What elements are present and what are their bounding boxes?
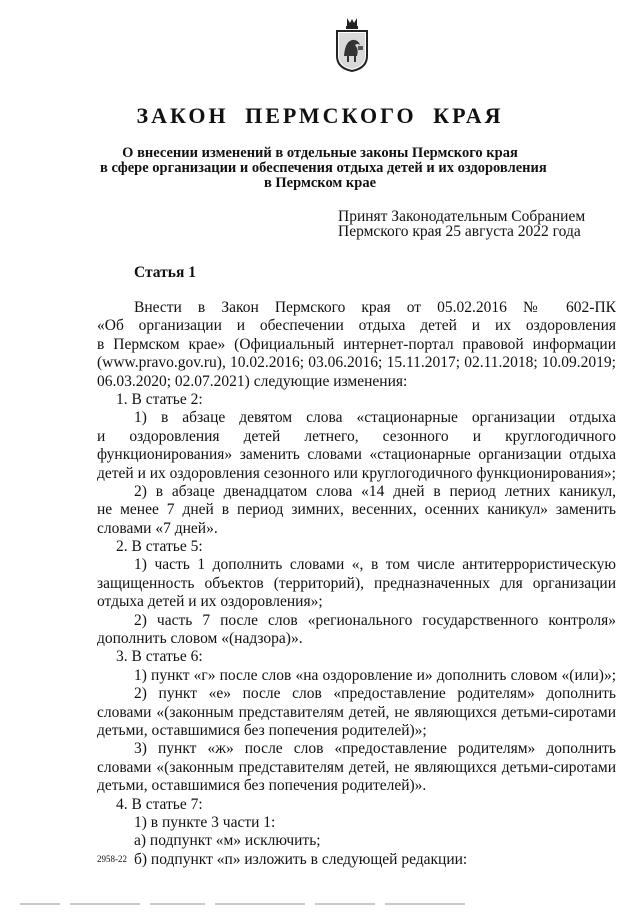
body-line: 2) в абзаце двенадцатом слова «14 дней в период летних каникул, [134, 482, 616, 500]
body-line: словами «(законным представителям детей, не являющихся детьми-сиротами [97, 703, 616, 721]
body-line: детей и их оздоровления сезонного или круглогодичного функционирования»; [97, 464, 616, 482]
body-line: 3) пункт «ж» после слов «предоставление родителям» дополнить [134, 740, 616, 758]
scan-footer-noise [20, 895, 620, 901]
body-line: функционирования» заменить словами «стационарные организации отдыха [97, 446, 616, 464]
body-line: отдыха детей и их оздоровления»; [97, 593, 323, 611]
body-line: а) подпункт «м» исключить; [134, 832, 321, 850]
body-line: 1) часть 1 дополнить словами «, в том числе антитеррористическую [134, 556, 616, 574]
body-line: защищенность объектов (территорий), предназначенных для организации [97, 574, 616, 592]
body-line: детьми, оставшимися без попечения родителей)». [97, 777, 427, 795]
body-line: (www.pravo.gov.ru), 10.02.2016; 03.06.2016; 15.11.2017; 02.11.2018; 10.09.2019; [97, 354, 616, 372]
document-subtitle [100, 145, 547, 191]
body-line: «Об организации и обеспечении отдыха детей и их оздоровления [97, 317, 616, 335]
body-line: и оздоровления детей летнего, сезонного и круглогодичного [97, 427, 616, 445]
body-line: б) подпункт «п» изложить в следующей редакции: [134, 850, 468, 868]
body-line: словами «(законным представителям детей, не являющихся детьми-сиротами [97, 758, 616, 776]
body-line: 1. В статье 2: [116, 390, 203, 408]
body-line: в Пермском крае» (Официальный интернет-портал правовой информации [97, 335, 616, 353]
article-body [97, 299, 616, 869]
subtitle-line: О внесении изменений в отдельные законы Пермского края [122, 145, 518, 161]
coat-of-arms-icon [333, 16, 371, 72]
body-line: 1) пункт «г» после слов «на оздоровление и» дополнить словом «(или)»; [134, 666, 616, 684]
body-line: 2) часть 7 после слов «регионального государственного контроля» [134, 611, 616, 629]
subtitle-line: в Пермском крае [263, 175, 377, 191]
document-title: ЗАКОН ПЕРМСКОГО КРАЯ [136, 103, 504, 128]
body-line: 2) пункт «е» после слов «предоставление родителям» дополнить [134, 685, 616, 703]
body-line: 4. В статье 7: [116, 795, 203, 813]
adoption-note [338, 209, 585, 239]
body-line: 1) в абзаце девятом слова «стационарные организации отдыха [134, 409, 616, 427]
body-line: 2. В статье 5: [116, 538, 203, 556]
body-line: 06.03.2020; 02.07.2021) следующие изменения: [97, 372, 408, 390]
subtitle-line: в сфере организации и обеспечения отдыха детей и их оздоровления [100, 160, 547, 176]
adoption-line: Принят Законодательным Собранием [338, 208, 586, 225]
body-line: дополнить словом «(надзора)». [97, 630, 303, 648]
body-line: 1) в пункте 3 части 1: [134, 813, 276, 831]
body-line: Внести в Закон Пермского края от 05.02.2016 № 602-ПК [134, 299, 616, 316]
body-line: детьми, оставшимися без попечения родителей)»; [97, 721, 427, 739]
article-heading: Статья 1 [134, 264, 196, 281]
body-line: словами «7 дней». [97, 519, 218, 537]
body-line: 3. В статье 6: [116, 648, 203, 666]
adoption-line: Пермского края 25 августа 2022 года [338, 223, 581, 240]
document-number: 2958-22 [97, 854, 127, 864]
body-line: не менее 7 дней в период зимних, весенних, осенних каникул» заменить [97, 501, 616, 519]
